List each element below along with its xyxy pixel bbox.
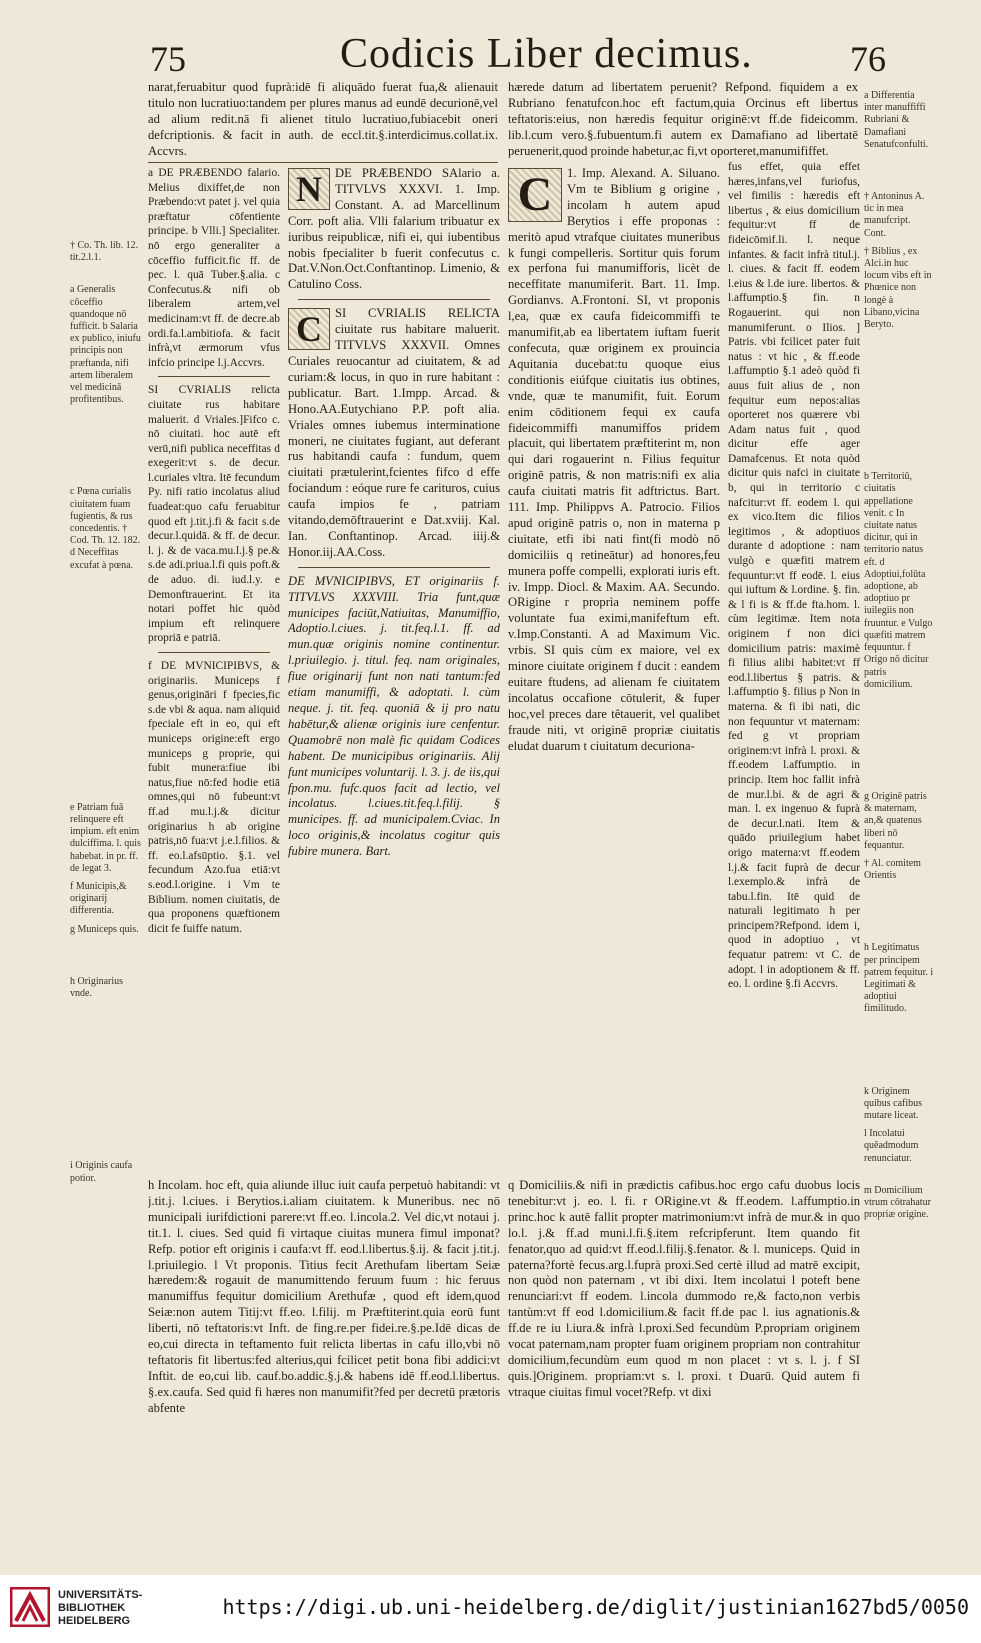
title-38: DE MVNICIPIBVS, ET originariis f. TITVLVS XXXVIII. Tria funt,quæ municipes faciūt,Natiuitas, Manumiffio, Adoptio.l.ciues. j. tit.feq.l.1. ff. ad mun.quæ originis nomine continentur. l.priuilegio. j. titul. feq. nam originales, fiue originarij funt non nati tantum:fed etiam manumiffi, & adoptati. l. cùm neque. j. tit. feq. quoniā & ij pro natu habētur,& alienæ originis iure cenfentur. Quamobrē non malè fic quidam Codices habent. De municipibus originariis. Alij funt municipes voluntarij. l. 3. j. de iis,qui fpon.mu. fufc.quos facit ad lectio, vel incolatus. l.ciues.tit.feq.l.filij. § municipes. ff. ad municipalem.Cviac. In loco originis,& incolatus cogitur quis fubire munera. Bart. — [288, 573, 500, 859]
margin-note: g Originē patris & maternam, an,& quatenus liberi nō fequantur. — [864, 790, 927, 851]
page-number-left: 75 — [150, 39, 186, 79]
margin-note: † Co. Th. lib. 12. tit.2.l.1. — [70, 240, 139, 264]
divider — [148, 162, 498, 163]
margin-note: k Originem quibus cafibus mutare liceat. — [864, 1085, 923, 1121]
library-name-line: UNIVERSITÄTS- — [58, 1589, 143, 1601]
right-gloss-column — [728, 160, 860, 1176]
main-text-right-column — [508, 166, 720, 1176]
library-name-line: HEIDELBERG — [58, 1615, 131, 1627]
title-37: SI CVRIALIS RELICTA ciuitate rus habitare maluerit. TITVLVS XXXVII. Omnes Curiales reuocantur ad ciuitatem, & ad curiam:& locus, in quo in rure habitant : publicatur. Bart. 1.Impp. Arcad. & Hono.AA.Eutychiano P.P. poft alia. Vriales omnes iubemus interminatione moneri, ne ciuitates fugiant, aut deferant rus habitandi caufa : fundum, quem ciuitati prætulerint,fcientes fifco d effe fociandum : eóque rure fe carituros, cuius caufa impios fe , patriam vitando,demōftrauerint e Dat.xviij. Kal. Ian. Conftantinop. Arcad. iiij.& Honor.iij.AA.Coss. — [288, 306, 500, 559]
margin-note: l Incolatui quēadmodum renunciatur. — [864, 1128, 919, 1164]
divider — [298, 299, 490, 300]
university-library-logo-icon — [10, 1587, 50, 1627]
main-text-left-column — [288, 166, 500, 1176]
library-name — [58, 1589, 142, 1628]
margin-note: f Municipis,& originarij differentia. — [70, 881, 127, 917]
titles-right: 1. Imp. Alexand. A. Siluano. Vm te Biblium g origine , incolam h autem apud Berytios i effe proponas : meritò apud vtrafque ciuitates muneribus k fungi compelleris. Sortitur quis forum ex perfona fui manumifforis, licèt de neceffitate manumiferit. Bart. 11. Imp. Gordianvs. A.Frontoni. SI, vt proponis l,ea, quæ ex caufa fideicommiffi te manumifit,ab ea libertatem iuftam fuerit confecuta, quæ originem ex prouincia Aquitania ducebat:tu quoque eius conditionis eiúfque ciuitatis ius obtines, vnde, quæ te manumifit, fuit. Eorum enim cōditionem fequi ex caufa fideicommiffi manumiffos pridem placuit, qui libertatem præftiterint m, non qui dari rogauerint n. Filius fequitur originē patris, & non matris:nifi ex alia caufa ciuitati matris fit adftrictus. Bart. 111. Imp. Philippvs A. Patrocio. Filios apud originē patris o, non in materna p ciuitate, etfi ibi nati fint(fi modò nō domiciliis q retineātur) ad honores,feu munera poffe compelli, explorati iuris eft. iv. Impp. Diocl. & Maxim. AA. Secundo. ORigine r proprìa neminem poffe voluntate fua eximi,manifeftum eft. v.Imp.Constanti. A ad Maximum Vic. vrbis. SI quis cùm ex maiore, vel ex minore ciuitate originem f ducit : eandem euitare ftudens, ad alienam fe ciuitatem incolatus occafione cōtulerit, & fuper hoc,vel preces dare têtauerit, vel qualibet fraude niti, vt originē propriæ ciuitatis eludat duarum t ciuitatum decuriona- — [508, 166, 720, 753]
decorated-initial: N — [288, 168, 330, 210]
divider — [298, 567, 490, 568]
margin-note: a Differentia inter manuffiffi Rubriani & Damafiani Senatufconfulti. — [864, 90, 929, 150]
right-top-text: hærede datum ad libertatem peruenit? Refpond. fiquidem a ex Rubriano fenatufcon.hoc eft factum,quia Orcinus eft libertus teftatoris:eius, non hæredis fequitur originē:vt ff.de fideicomm. lib.l.cum vero.§.fubuentum.fi autem ex Damafiano ad libertatē peruenerit,quod proinde habetur,ac fi,vt oporteret,manumififfet. — [508, 80, 858, 158]
permalink-url[interactable]: https://digi.ub.uni-heidelberg.de/diglit/justinian1627bd5/0050 — [222, 1595, 969, 1619]
margin-note: e Patriam fuā relinquere eft impium. eft enim dulciffima. l. quis habebat. in pr. ff. de legat 3. — [70, 801, 141, 874]
page-number-right: 76 — [850, 39, 886, 79]
viewer-footer — [0, 1575, 981, 1643]
margin-note: b Territoriū, ciuitatis appellatione venit. c In ciuitate natus dicitur, qui in territorio natus eft. d Adoptiui,folūta adoptione, ab adoptiuo pr iuilegiis non fruuntur. e Vulgo quæfiti matrem fequuntur. f Origo nō dicitur patris domicilium. — [864, 471, 933, 690]
left-margin-notes — [70, 240, 144, 1520]
divider — [158, 376, 270, 377]
left-gloss-column — [148, 166, 280, 1176]
right-bottom-text: q Domiciliis.& nifi in prædictis cafibus.hoc ergo cafu duobus locis tenebitur:vt j. eo. l. fi. r ORigine.vt & ff.eodem. l.affumptio.in princ.hoc k autē fallit propter matrimonium:vt infrà de mur.& in quo lo.l. j.& ff.ad muni.l.fi.§.item refcripferunt. Item quando fit fenator,quo ad quid:vt ff.eod.l.filij.§.fenator. & l. municeps. Quid in paterna?fortè fecus.arg.l.fuprà proxi.Sed certè illud ad matrē excipit, non quòd non paternam , vt ibi dixi. Item incolatui l poteft bene renunciari:vt ff eodem. l.incola dummodo re,& facto,non verbis tantùm:vt ff eod l.domicilium.& facit ff.de pac l. ius agnationis.& ff.de re iu l.iura.& infrà l.proxi.Sed fecundùm P.propriam originem vocat paternam,nam propter fuam originem propriam non contrahitur domicilium,fecundùm eum quod m non placet : vt s. l. j. f SI quis.]Originem. propriam:vt s. l. proxi. t Duarū. Quid autem fi vtraque ciuitas fimul vocet?Refp. vt dixi — [508, 1178, 860, 1399]
page-title: Codicis Liber decimus. — [340, 31, 753, 77]
margin-note: g Municeps quis. — [70, 923, 139, 935]
margin-note: † Al. comitem Orientis — [864, 857, 921, 882]
left-bottom-gloss — [148, 1178, 500, 1528]
margin-note: m Domicilium vtrum cōtrahatur propriæ origine. — [864, 1184, 931, 1221]
decorated-initial: C — [508, 168, 562, 222]
gloss-right: fus effet, quia effet hæres,infans,vel furiofus, vel fimilis : hæredis eft libertus , & eius domicilium fequitur:vt ff de fideicōmif.li. l. neque infantes. & facit infrà titul.j. l. ciues. & facit ff. eodem l.eius & l.de iure. libertos. & l.affumptio.§ fin. n Rogauerint. qui non manumiferunt. o Ilios. ] Patris. vbi fcilicet pater fuit natus : vt hic , & ff.eode l.affumptio §.1 adeò quòd fi auus fuit alius de , non fequitur eum nepos:alias oporteret nos quærere vbi Adam natus fuit , quod dicitur effe ager Damafcenus. Et nota quòd dicitur quis nafci in ciuitate b, qui in territorio c nafcitur:vt ff. eodem l. qui ex vico.Item dic filios legitimos , & adoptiuos durante d adoptione : nam vulgò e quæfiti matrem fequuntur:vt ff eodē. l. eius qui iuftum & l.ordine. §. fin. & l fi is & ff.de fta.hom. l. cùm legitimæ. Item nota originem f non dici domicilium patris: maximè fi filius alibi habitet:vt ff eod.l.libertus § patris. & l.affumptio §. filius p Non in materna. & fi ibi nati, dic non fequuntur vt maternam: fed g vt propriam originem:vt infrà l. proxi. & ff.eodem l.affumptio. in princip. Item hoc fallit infrà de mur.l.bi. & de agri & man. l. ex ingenuo & fuprà de decur.l.nati. Item & quādo priuilegium habet origo materna:vt ff.eodem l.j.& facit fuprà de decur l.exemplo.& infrà de tabu.l.fin. Itē quid de naturali legitimato h per principem?Refpond. idem i, quod in adoptiuo , vt fequatur patrem: vt C. de adopt. l in adoptionem & ff. eo. l. ordine §.fi Accvrs. — [728, 161, 860, 991]
right-top-gloss — [508, 80, 858, 160]
title-36: DE PRÆBENDO SAlario a. TITVLVS XXXVI. 1. Imp. Constant. A. ad Marcellinum Corr. poft alia. Vlli falarium tribuatur ex iuribus reipublicæ, nifi ei, qui iubentibus nobis fpecialiter b fuerit confecutus c. Dat.V.Non.Oct.Conftantinop. Limenio, & Catulino Coss. — [288, 166, 500, 292]
margin-note: h Originarius vnde. — [70, 975, 124, 1000]
left-bottom-text: h Incolam. hoc eft, quia aliunde illuc iuit caufa perpetuò habitandi: vt j.tit.j. l.ciues. i Berytios.i.aliam ciuitatem. k Muneribus. nec nō municipali iurifdictioni parere:vt ff.eo. l.incola.2. Vel dic,vt notaui j. tit.1. l. ciues. Sed quid fi virtaque ciuitas munera fimul imponat? Refp. potior eft originis i caufa:vt ff. eod.l.libertus.§.ij. & facit j.tit.j. l.priuilegio. l Vt proponis. Titius fecit Arethufam libertam Seiæ hæredem:& rogauit de manumittendo feruum fuum : hic feruus manumiffus fequitur domicilium Arethufæ , quod eft idem,quod Seiæ:non autem Titij:vt ff.eo. l.filij. m Præftiterint.quia eorū funt liberti, nō teftatoris:vt Inft. de fing.re.per fidei.re.§.pe.Idē dicas de eo,cui directa in teftamento fuit relicta libertas in cafu illo,vbi nō teftatoris fit libertus:fed alterius,qui fcilicet petit bona fibi addici:vt Inftit. de eo,cui lib. cauf.bo.addic.§.j.& habens idē ff.eod.l.libertus. §.ex.caufa. Sed quid fi hæres non manumifit?fed per decretū prætoris abfente — [148, 1178, 500, 1415]
margin-note: a Generalis cōceffio quandoque nō fufficit. b Salaria ex publico, iniufu principis non præftanda, nifi artem liberalem vel medicinā profitentibus. — [70, 284, 141, 406]
left-top-gloss — [148, 80, 498, 160]
margin-note: c Pœna curialis ciuitatem fuam fugientis, & rus concedentis. † Cod. Th. 12. 182. d Neceffitas excufat à pœna. — [70, 486, 141, 571]
margin-note: † Biblius , ex Alci.in huc locum vibs eft in Phœnice non longè à Libano,vicina Beryto. — [864, 245, 932, 331]
margin-note: † Antoninus A. tic in mea manufcript. Cont. — [864, 191, 925, 239]
margin-note: i Originis caufa potior. — [70, 1160, 133, 1184]
right-bottom-gloss — [508, 1178, 860, 1538]
left-top-text: narat,feruabitur quod fuprà:idē fi aliquādo fuerat fua,& alienauit titulo non lucratiuo:tandem per plures manus ad eundē decurionē,vel ad alium redit.nā fi alienet titulo lucratiuo,fubiacebit oneri defcriptionis. & facit in auth. de eccl.tit.§.interdicimus.collat.ix. Accvrs. — [148, 80, 498, 158]
gloss-b: SI CVRIALIS relicta ciuitate rus habitare maluerit. d Vriales.]Fifco c. nō ciuitati. hoc autē eft verū,nifi publica neceffitas d exegerit:vt s. de decur. l.curiales vltra. Itē fecundum Py. nifi ratio incolatus aliud fuadeat:quo cafu feruabitur quod eft j.tit.j.fi & facit s.de decur.l.quidā. & ff. de decur. l. j. & de vaca.mu.l.j.§ pe.& s.de adi.priua.l.fi quis poft.& de aduo. di. iud.l.y. e Demonftrauerint. Et ita notari poffet hic quòd impium eft relinquere propriā e patriā. — [148, 384, 280, 645]
right-margin-notes — [864, 90, 934, 1390]
decorated-initial: C — [288, 308, 330, 350]
divider — [158, 652, 270, 653]
margin-note: h Legitimatus per principem patrem fequitur. i Legitimati & adoptiui fimilitudo. — [864, 942, 934, 1015]
library-name-line: BIBLIOTHEK — [58, 1602, 126, 1614]
gloss-a: a DE PRÆBENDO falario. Melius dixiffet,de non Præbendo:vt patet j. vel quia præftatur cōfentiente principe. b Vlli.] Specialiter. nō ergo generaliter a cōceffio fufficit.fic ff. de pec. l. quā Tuber.§.alia. c Confecutus.& nifi ob liberalem artem,vel medicinam:vt ff. de decre.ab ordi.fa.l.ambitiofa. & facit infrà,vt ærmorum vfus infcio principe l.j.Accvrs. — [148, 167, 280, 369]
gloss-c: f DE MVNICIPIBVS, & originariis. Municeps f genus,origināri f fpecies,fic s.de vbi & aqua. nam aliquid fpeciale eft in eo, qui eft municeps origine:eft ergo municeps g proprie, qui fubit munera:fiue ibi natus,fiue nō:fed hodie etiā omnes,qui nō fubeunt:vt ff.ad mu.l.j.& dicitur originarius h ab origine patris,nō fua:vt j.e.l.filios. & ff. eo.l.afsūptio. §.1. vel fecundum Azo.fua etiā:vt s.eod.l.origine. i Vm te Biblium. nomen ciuitatis, de qua proponens quæftionem dicit fe fuiffe natum. — [148, 660, 280, 935]
